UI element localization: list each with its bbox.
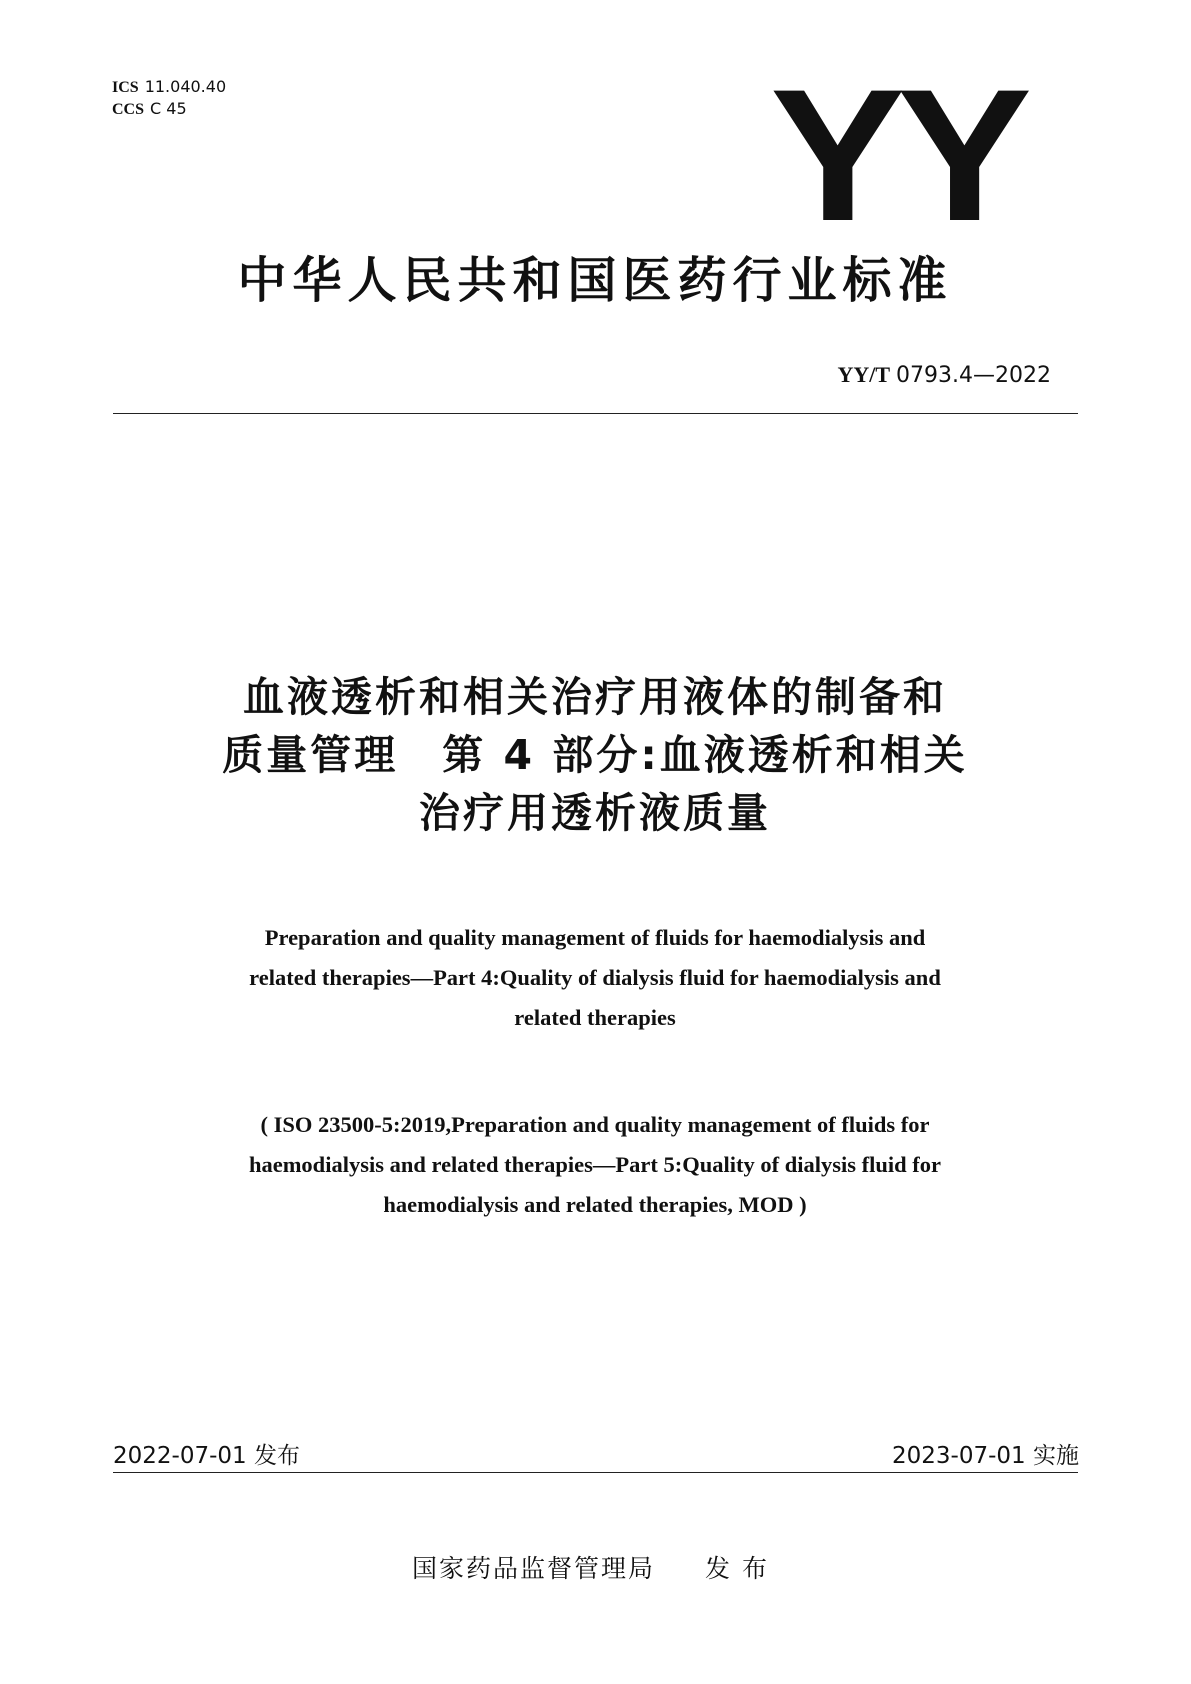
iso-reference-line: ( ISO 23500-5:2019,Preparation and quality management of fluids for xyxy=(260,1112,930,1137)
classification-codes xyxy=(112,76,226,120)
chinese-title-line: 血液透析和相关治疗用液体的制备和 xyxy=(243,673,947,721)
ics-code: ICS 11.040.40 xyxy=(112,77,227,96)
english-title-line: related therapies xyxy=(514,1005,676,1030)
bottom-divider xyxy=(113,1472,1078,1473)
top-divider xyxy=(113,413,1078,414)
yy-logo: YY xyxy=(770,50,1024,260)
issue-date: 2022-07-01 发布 xyxy=(113,1443,300,1469)
issuer xyxy=(0,1549,1191,1585)
english-title-line: related therapies—Part 4:Quality of dialysis fluid for haemodialysis and xyxy=(249,965,941,990)
chinese-title-line: 质量管理 第 4 部分:血液透析和相关 xyxy=(222,731,968,779)
iso-reference-line: haemodialysis and related therapies, MOD ) xyxy=(383,1192,807,1217)
iso-reference xyxy=(120,1105,1070,1225)
english-title-line: Preparation and quality management of fluids for haemodialysis and xyxy=(264,925,926,950)
standard-number: YY/T 0793.4—2022 xyxy=(837,362,1051,388)
chinese-title xyxy=(100,668,1090,842)
page-title: 中华人民共和国医药行业标准 xyxy=(237,252,953,309)
chinese-title-line: 治疗用透析液质量 xyxy=(419,789,771,837)
ccs-code: CCS C 45 xyxy=(112,99,187,118)
implementation-date: 2023-07-01 实施 xyxy=(892,1443,1079,1469)
issuer-name: 国家药品监督管理局 xyxy=(411,1554,655,1583)
issuer-action: 发布 xyxy=(705,1554,780,1583)
iso-reference-line: haemodialysis and related therapies—Part 5:Quality of dialysis fluid for xyxy=(248,1152,942,1177)
english-title xyxy=(120,918,1070,1038)
